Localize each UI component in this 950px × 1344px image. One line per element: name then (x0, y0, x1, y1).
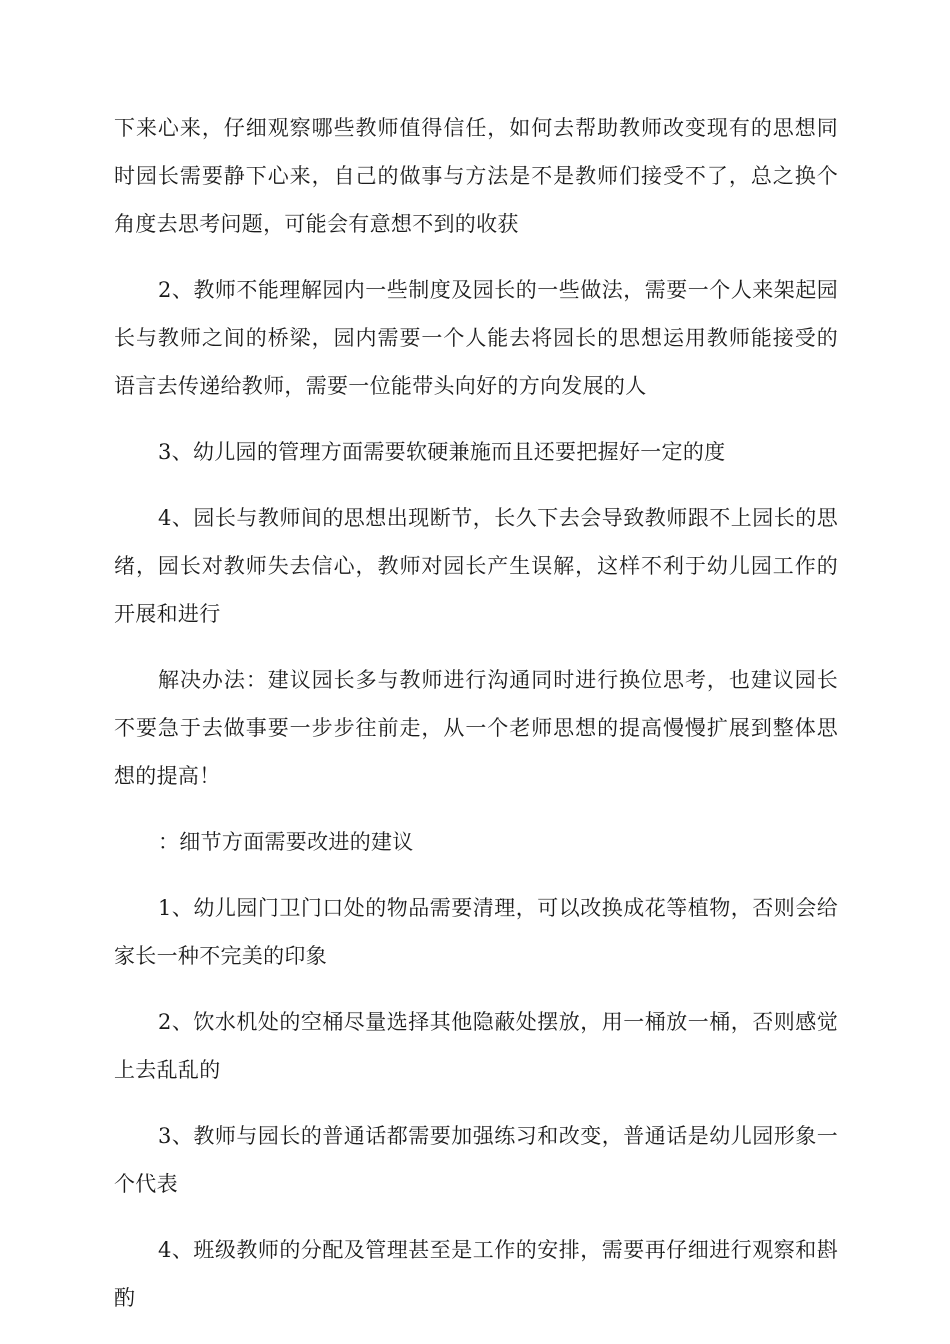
paragraph-item-3: 3、幼儿园的管理方面需要软硬兼施而且还要把握好一定的度 (158, 440, 726, 464)
paragraph-continuation: 下来心来，仔细观察哪些教师值得信任，如何去帮助教师改变现有的思想同时园长需要静下心来，自己的做事与方法是不是教师们接受不了，总之换个角度去思考问题，可能会有意想不到的收获 (114, 116, 838, 236)
document-body (114, 104, 838, 1340)
paragraph-solution: 解决办法：建议园长多与教师进行沟通同时进行换位思考，也建议园长不要急于去做事要一步步往前走，从一个老师思想的提高慢慢扩展到整体思想的提高！ (114, 668, 838, 788)
suggestion-item-2: 2、饮水机处的空桶尽量选择其他隐蔽处摆放，用一桶放一桶，否则感觉上去乱乱的 (114, 1010, 838, 1082)
paragraph-item-4: 4、园长与教师间的思想出现断节，长久下去会导致教师跟不上园长的思绪，园长对教师失去信心，教师对园长产生误解，这样不利于幼儿园工作的开展和进行 (114, 506, 838, 626)
suggestion-item-3: 3、教师与园长的普通话都需要加强练习和改变，普通话是幼儿园形象一个代表 (114, 1124, 838, 1196)
suggestion-item-1: 1、幼儿园门卫门口处的物品需要清理，可以改换成花等植物，否则会给家长一种不完美的印象 (114, 896, 838, 968)
suggestion-item-4: 4、班级教师的分配及管理甚至是工作的安排，需要再仔细进行观察和斟酌 (114, 1238, 838, 1310)
section-heading-details: ：细节方面需要改进的建议 (158, 830, 414, 854)
paragraph-item-2: 2、教师不能理解园内一些制度及园长的一些做法，需要一个人来架起园长与教师之间的桥梁，园内需要一个人能去将园长的思想运用教师能接受的语言去传递给教师，需要一位能带头向好的方向发展的人 (114, 278, 838, 398)
